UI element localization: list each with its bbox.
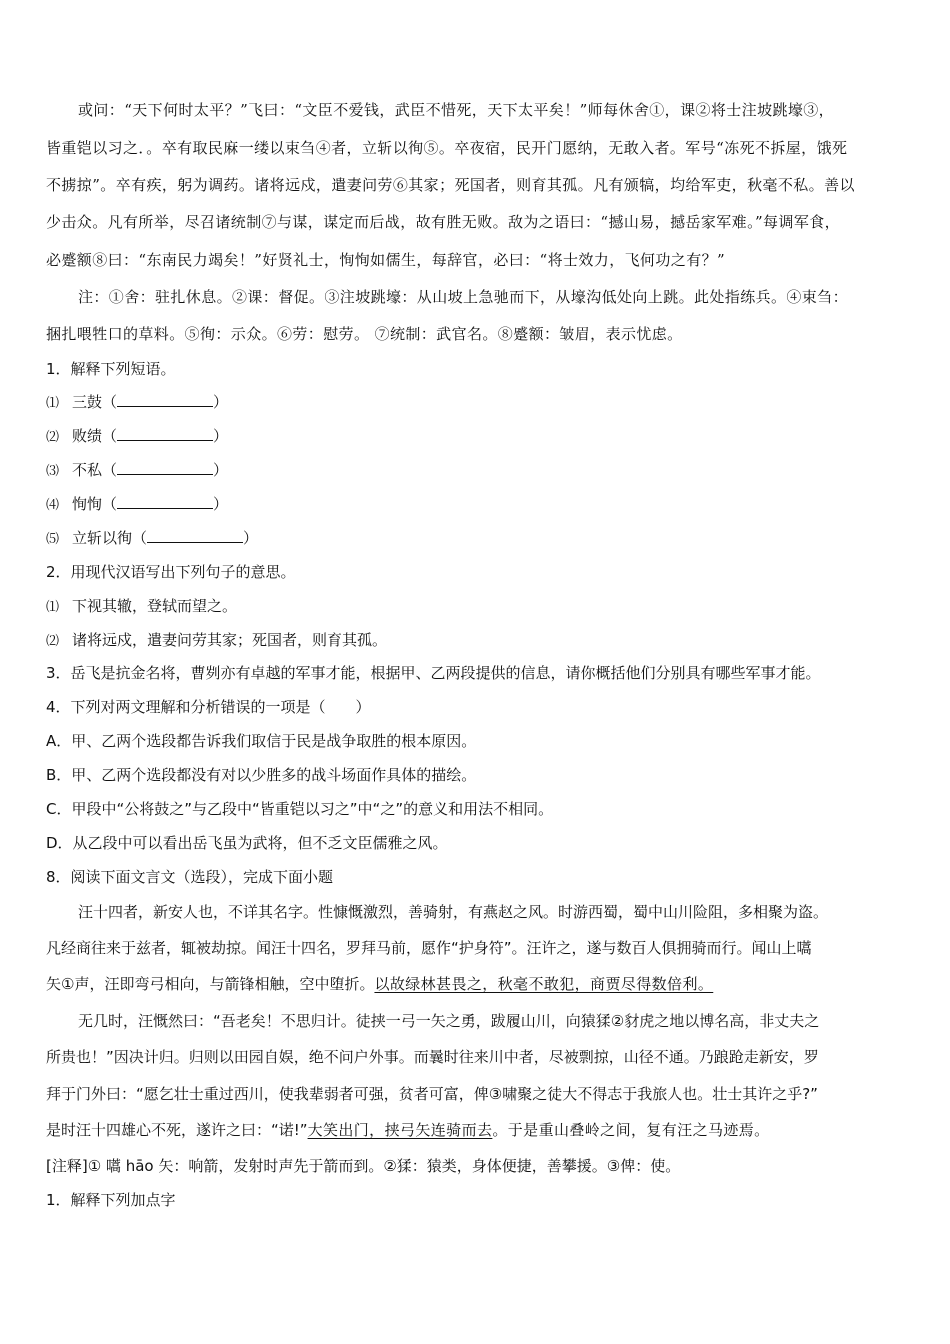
item-close: ） xyxy=(243,529,259,547)
passage-c-line-6: 拜于门外曰：“愿乞壮士重过西川，使我辈弱者可强，贫者可富，俾③啸聚之徒大不得志于我旅人也。壮士其许之乎?” xyxy=(46,1085,818,1103)
item-text: 败绩（ xyxy=(72,427,118,445)
item-number: ⑵ xyxy=(46,430,60,445)
underlined-sentence: 以故绿林甚畏之，秋毫不敢犯，商贾尽得数倍利。 xyxy=(374,975,714,993)
answer-blank[interactable] xyxy=(117,494,213,509)
question-1-item xyxy=(46,493,916,517)
passage-c-line-7 xyxy=(46,1119,916,1141)
passage-c-line-3 xyxy=(46,973,916,995)
item-text: 三鼓（ xyxy=(72,393,118,411)
item-text: 下视其辙，登轼而望之。 xyxy=(72,597,238,615)
passage-b-line-1: 或问：“天下何时太平？”飞曰：“文臣不爱钱，武臣不惜死，天下太平矣！”师每休舍①，课②将士注坡跳壕③， xyxy=(78,101,835,119)
question-2-title: 2．用现代汉语写出下列句子的意思。 xyxy=(46,563,296,581)
answer-blank[interactable] xyxy=(117,426,213,441)
item-number: ⑷ xyxy=(46,498,60,513)
passage-b-notes-1: 注：①舍：驻扎休息。②课：督促。③注坡跳壕：从山坡上急驰而下，从壕沟低处向上跳。此处指练兵。④束刍： xyxy=(78,288,849,306)
item-text: 立斩以徇（ xyxy=(72,529,148,547)
passage-b-line-2: 皆重铠以习之．。卒有取民麻一缕以束刍④者，立斩以徇⑤。卒夜宿，民开门愿纳，无敢入者。军号“冻死不拆屋，饿死 xyxy=(46,139,848,157)
passage-text: 矢①声，汪即弯弓相向，与箭锋相触，空中堕折。 xyxy=(46,975,375,993)
passage-c-line-2: 凡经商往来于兹者，辄被劫掠。闻汪十四名，罗拜马前，愿作“护身符”。汪许之，遂与数百人俱拥骑而行。闻山上嚆 xyxy=(46,939,812,957)
question-1-item xyxy=(46,459,916,483)
passage-c-line-1: 汪十四者，新安人也，不详其名字。性慷慨激烈，善骑射，有燕赵之风。时游西蜀，蜀中山川险阻，多相聚为盗。 xyxy=(78,903,829,921)
question-1-item xyxy=(46,391,916,415)
answer-blank[interactable] xyxy=(147,528,243,543)
item-close: ） xyxy=(213,393,229,411)
question-4-option-a: A．甲、乙两个选段都告诉我们取信于民是战争取胜的根本原因。 xyxy=(46,732,477,750)
item-close: ） xyxy=(213,495,229,513)
question-3: 3．岳飞是抗金名将，曹刿亦有卓越的军事才能，根据甲、乙两段提供的信息，请你概括他们分别具有哪些军事才能。 xyxy=(46,664,821,682)
question-2-item xyxy=(46,595,916,619)
question-4-title: 4．下列对两文理解和分析错误的一项是（ ） xyxy=(46,698,371,716)
answer-blank[interactable] xyxy=(117,392,213,407)
item-number: ⑵ xyxy=(46,634,60,649)
question-8-sub-1: 1．解释下列加点字 xyxy=(46,1191,176,1209)
question-2-item xyxy=(46,629,916,653)
passage-b-line-5: 必蹙额⑧曰：“东南民力竭矣！”好贤礼士，恂恂如儒生，每辞官，必曰：“将士效力，飞何功之有？” xyxy=(46,251,726,269)
passage-c-notes: [注释]① 嚆 hāo 矢：响箭，发射时声先于箭而到。②猱：猿类，身体便捷，善攀援。③俾：使。 xyxy=(46,1157,681,1175)
item-text: 恂恂（ xyxy=(72,495,118,513)
question-8-title: 8．阅读下面文言文（选段），完成下面小题 xyxy=(46,868,334,886)
passage-c-line-4: 无几时，汪慨然曰：“吾老矣！不思归计。徒挟一弓一矢之勇，跋履山川，向猿猱②豺虎之地以博名高，非丈夫之 xyxy=(78,1012,820,1030)
question-1-item xyxy=(46,425,916,449)
question-4-option-b: B．甲、乙两个选段都没有对以少胜多的战斗场面作具体的描绘。 xyxy=(46,766,477,784)
passage-text: 是时汪十四雄心不死，遂许之曰：“诺!” xyxy=(46,1121,308,1139)
passage-b-notes-2: 捆扎喂牲口的草料。⑤徇：示众。⑥劳：慰劳。 ⑦统制：武官名。⑧蹙额：皱眉，表示忧虑。 xyxy=(46,325,683,343)
passage-c-line-5: 所贵也！”因决计归。归则以田园自娱，绝不问户外事。而曩时往来川中者，尽被剽掠，山径不通。乃踉跄走新安，罗 xyxy=(46,1048,819,1066)
question-1-title: 1．解释下列短语。 xyxy=(46,360,176,378)
item-number: ⑴ xyxy=(46,396,60,411)
item-number: ⑶ xyxy=(46,464,60,479)
item-close: ） xyxy=(213,461,229,479)
item-close: ） xyxy=(213,427,229,445)
item-text: 诸将远戍，遣妻问劳其家；死国者，则育其孤。 xyxy=(72,631,388,649)
passage-b-line-4: 少击众。凡有所举，尽召诸统制⑦与谋，谋定而后战，故有胜无败。敌为之语曰：“撼山易，撼岳家军难。”每调军食， xyxy=(46,213,841,231)
question-4-option-c: C．甲段中“公将鼓之”与乙段中“皆重铠以习之”中“之”的意义和用法不相同。 xyxy=(46,800,554,818)
passage-text: 。于是重山叠岭之间，复有汪之马迹焉。 xyxy=(492,1121,770,1139)
item-number: ⑸ xyxy=(46,532,60,547)
underlined-sentence: 大笑出门，挟弓矢连骑而去 xyxy=(307,1121,493,1139)
item-text: 不私（ xyxy=(72,461,118,479)
answer-blank[interactable] xyxy=(117,460,213,475)
item-number: ⑴ xyxy=(46,600,60,615)
passage-b-line-3: 不掳掠”。卒有疾，躬为调药。诸将远戍，遣妻问劳⑥其家；死国者，则育其孤。凡有颁犒，均给军吏，秋毫不私。善以 xyxy=(46,176,855,194)
question-1-item xyxy=(46,527,916,551)
question-4-option-d: D．从乙段中可以看出岳飞虽为武将，但不乏文臣儒雅之风。 xyxy=(46,834,448,852)
